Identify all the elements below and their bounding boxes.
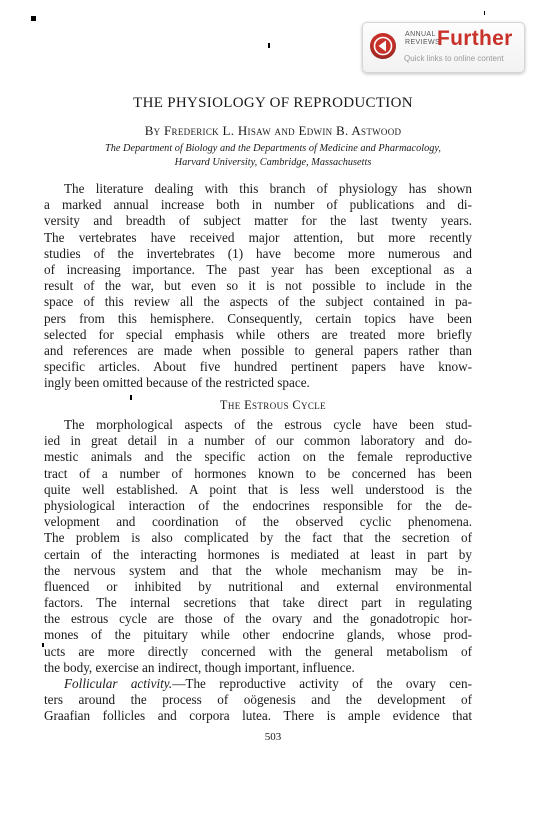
affiliation-line-1: The Department of Biology and the Departments of Medicine and Pharmacology, [104,143,442,154]
text-line: physiological interaction of the endocrines responsible for the de- [44,497,472,513]
text-line: result of the war, but even so it is not possible to include in the [44,278,472,294]
text-line: The morphological aspects of the estrous cycle have been stud- [64,417,472,432]
badge-subtitle: Quick links to online content [404,54,504,63]
annual-reviews-further-badge[interactable] [362,22,525,73]
text-line: fluenced or inhibited by nutritional and external environmental [44,578,472,594]
text-line: mones of the pituitary while other endocrine glands, whose prod- [44,627,472,643]
text-line: mestic animals and the specific action on the female reproductive [44,449,472,465]
affiliation-line-2: Harvard University, Cambridge, Massachusetts [174,157,372,168]
text-line: Graafian follicles and corpora lutea. There is ample evidence that [44,708,472,724]
text-line: pers from this hemisphere. Consequently, certain topics have been [44,310,472,326]
text-line: a marked annual increase both in number of publications and di- [44,197,472,213]
text-line [44,676,472,692]
follicular-heading: Follicular activity. [64,676,173,691]
text-line: of increasing importance. The past year has been exceptional as a [44,261,472,277]
text-line: The problem is also complicated by the fact that the secretion of [44,530,472,546]
text-line: velopment and coordination of the observed cyclic phenomena. [44,514,472,530]
text-line: The literature dealing with this branch of physiology has shown [64,181,472,196]
text-line: ied in great detail in a number of our common laboratory and do- [44,433,472,449]
estrous-paragraph [44,417,472,676]
text-line: quite well established. A point that is less well understood is the [44,481,472,497]
text-line: the body, exercise an indirect, though important, influence. [44,659,355,675]
scan-speck [484,11,485,15]
text-line: ucts are more directly concerned with the general metabolism of [44,643,472,659]
section-heading-estrous-cycle: The Estrous Cycle [219,398,327,412]
article-title: THE PHYSIOLOGY OF REPRODUCTION [133,95,413,111]
text-line: studies of the invertebrates (1) have become more numerous and [44,245,472,261]
text-line: factors. The internal secretions that take direct part in regulating [44,595,472,611]
scan-speck [31,16,36,21]
text-line: certain of the interacting hormones is mediated at least in part by [44,546,472,562]
text-line: ters around the process of oögenesis and the development of [44,692,472,708]
text-line: selected for special emphasis while others are treated more briefly [44,326,472,342]
annual-reviews-logo-icon [370,33,396,59]
article-authors: By Frederick L. Hisaw and Edwin B. Astwood [144,123,402,138]
follicular-line-rest: —The reproductive activity of the ovary cen- [172,676,472,691]
text-line: ingly been omitted because of the restricted space. [44,375,310,391]
intro-paragraph [44,181,472,391]
text-line: space of this review all the aspects of the subject contained in pa- [44,294,472,310]
text-line: the nervous system and that the whole mechanism may be in- [44,562,472,578]
badge-further-label: Further [437,27,513,50]
scan-speck [268,43,270,48]
text-line: versity and breadth of subject matter for the last twenty years. [44,213,472,229]
badge-annual-reviews-text: ANNUAL REVIEWS [405,31,441,46]
follicular-paragraph [44,676,472,725]
text-line: The vertebrates have received major attention, but more recently [44,229,472,245]
text-line: specific articles. About five hundred pertinent papers have know- [44,359,472,375]
text-line: and references are made when possible to general papers rather than [44,342,472,358]
page-number: 503 [264,731,282,743]
text-line: the estrous cycle are those of the ovary and the gonadotropic hor- [44,611,472,627]
text-line: tract of a number of hormones known to be concerned has been [44,465,472,481]
